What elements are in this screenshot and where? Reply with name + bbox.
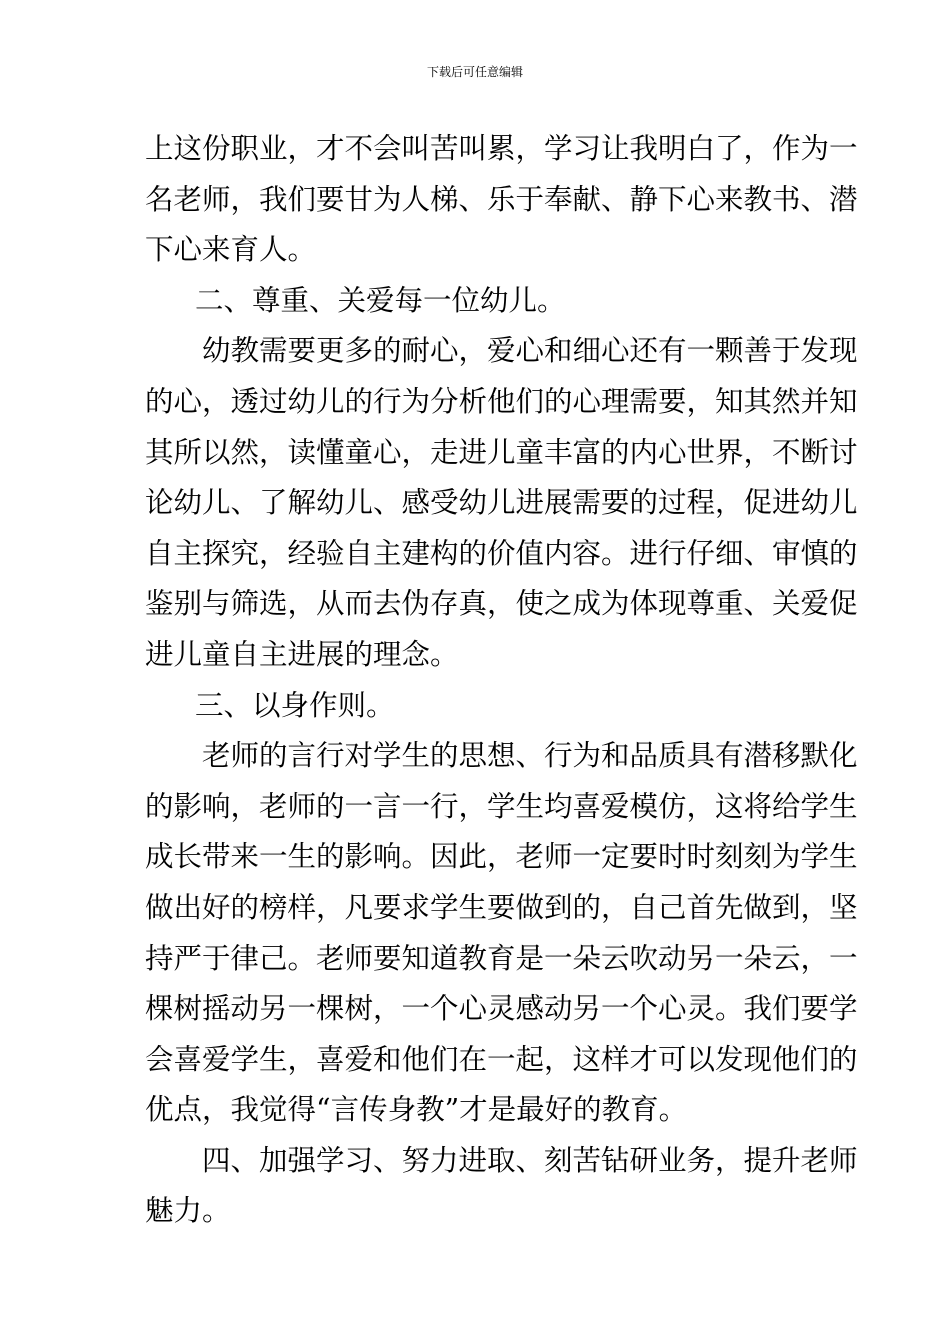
section-heading-3: 三、以身作则。 (195, 688, 395, 722)
text-line: 其所以然，读懂童心，走进儿童丰富的内心世界，不断讨 (145, 435, 858, 469)
text-line: 成长带来一生的影响。因此，老师一定要时时刻刻为学生 (145, 840, 858, 874)
text-line: 进儿童自主进展的理念。 (145, 637, 459, 671)
section-heading-2: 二、尊重、关爱每一位幼儿。 (195, 283, 566, 317)
section-heading-4: 四、加强学习、努力进取、刻苦钻研业务，提升老师 (202, 1143, 858, 1177)
text-line: 棵树摇动另一棵树，一个心灵感动另一个心灵。我们要学 (145, 992, 858, 1026)
text-line: 做出好的榜样，凡要求学生要做到的，自己首先做到，坚 (145, 890, 858, 924)
text-line: 持严于律己。老师要知道教育是一朵云吹动另一朵云，一 (145, 941, 858, 975)
text-line: 名老师，我们要甘为人梯、乐于奉献、静下心来教书、潜 (145, 182, 858, 216)
text-line: 自主探究，经验自主建构的价值内容。进行仔细、审慎的 (145, 536, 858, 570)
document-body (145, 124, 858, 1237)
text-line: 的心，透过幼儿的行为分析他们的心理需要，知其然并知 (145, 384, 858, 418)
text-line: 鉴别与筛选，从而去伪存真，使之成为体现尊重、关爱促 (145, 587, 858, 621)
text-line: 上这份职业，才不会叫苦叫累，学习让我明白了，作为一 (145, 132, 858, 165)
text-line: 魅力。 (145, 1194, 231, 1228)
text-line: 会喜爱学生，喜爱和他们在一起，这样才可以发现他们的 (145, 1042, 858, 1076)
text-line: 下心来育人。 (145, 233, 317, 267)
text-line: 老师的言行对学生的思想、行为和品质具有潜移默化 (202, 739, 858, 773)
page-header-note: 下载后可任意编辑 (426, 65, 523, 79)
text-line: 的影响，老师的一言一行，学生均喜爱模仿，这将给学生 (145, 789, 858, 823)
text-line: 论幼儿、了解幼儿、感受幼儿进展需要的过程，促进幼儿 (145, 486, 858, 520)
text-line: 优点，我觉得“言传身教”才是最好的教育。 (145, 1093, 688, 1127)
text-line: 幼教需要更多的耐心，爱心和细心还有一颗善于发现 (202, 334, 858, 368)
